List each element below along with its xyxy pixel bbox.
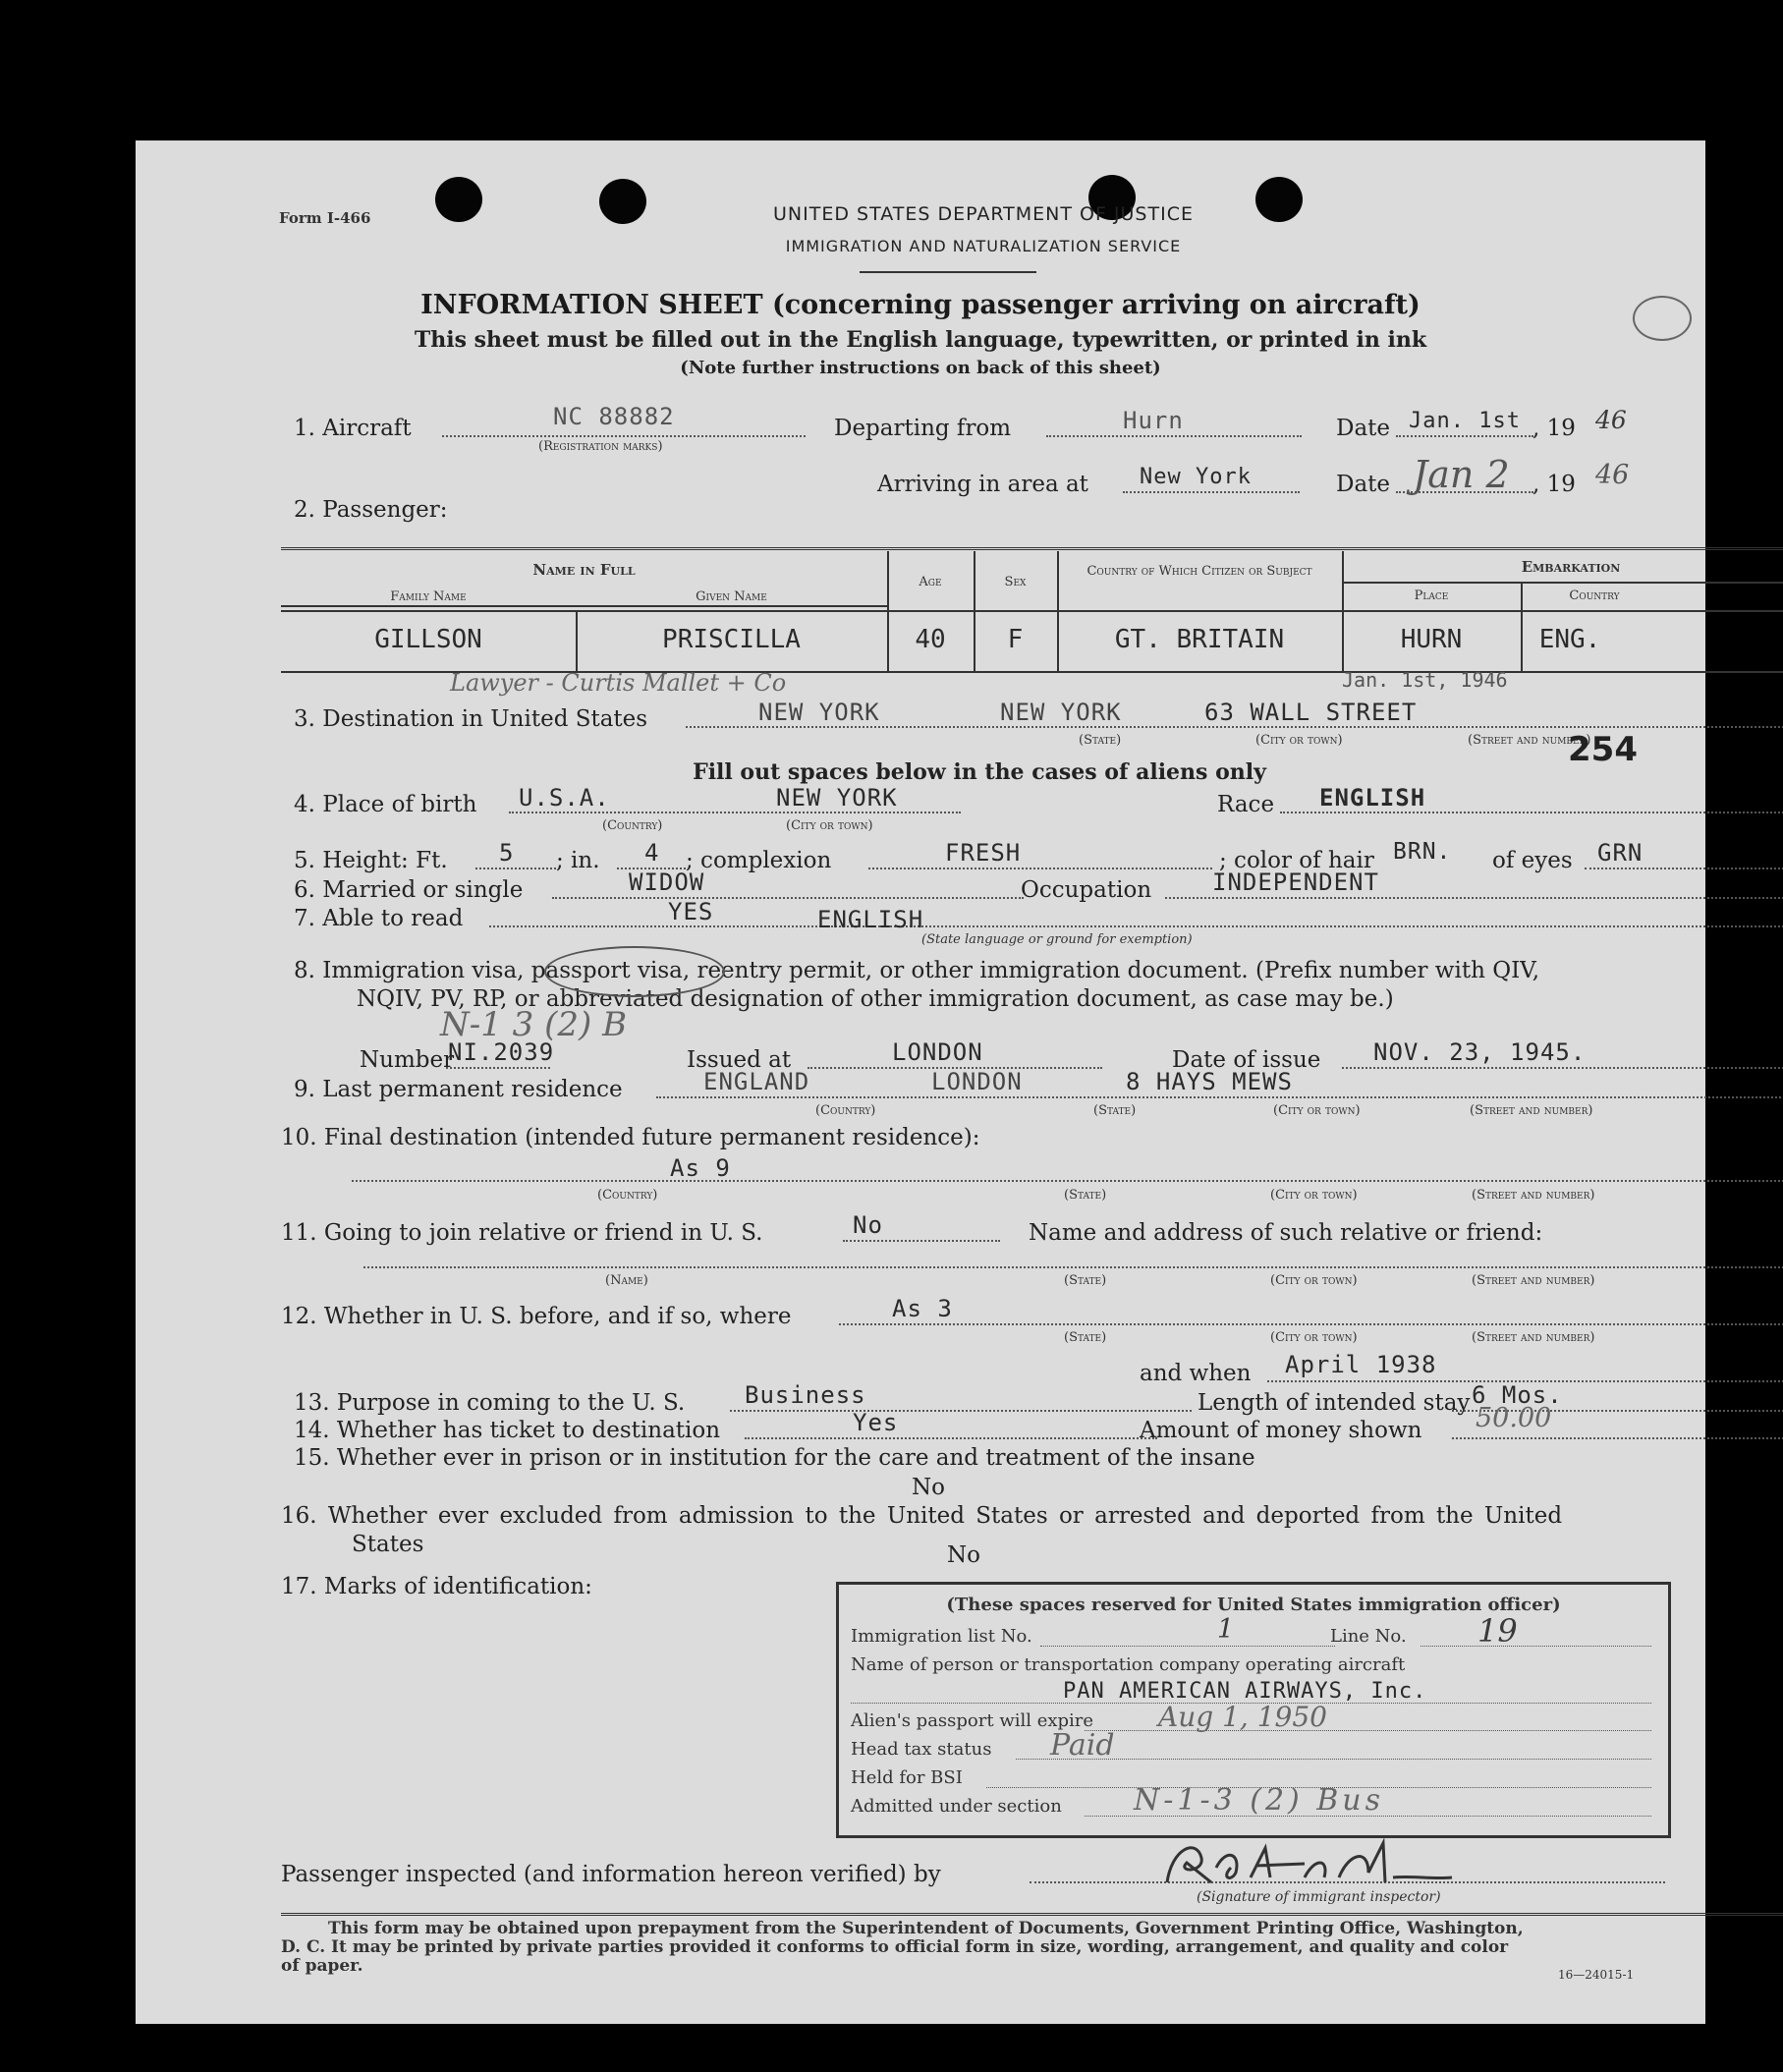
departure-date-line <box>1396 435 1533 437</box>
family-name-value: GILLSON <box>374 625 482 654</box>
marital-line <box>552 897 1024 899</box>
residence-label: 9. Last permanent residence <box>294 1077 623 1102</box>
birthplace-label: 4. Place of birth <box>294 792 477 817</box>
admitted-section-value: N-1-3 (2) Bus <box>1134 1783 1385 1818</box>
list-no-value: 1 <box>1217 1614 1235 1645</box>
residence-state-caption: (State) <box>1093 1103 1137 1118</box>
department-header: UNITED STATES DEPARTMENT OF JUSTICE <box>773 203 1194 225</box>
birthplace-line <box>509 812 961 813</box>
departure-year-value: 46 <box>1595 406 1627 434</box>
feet-line <box>475 868 556 869</box>
visa-number-line <box>446 1067 550 1069</box>
departure-date-value: Jan. 1st <box>1409 409 1521 433</box>
destination-label: 3. Destination in United States <box>294 706 648 732</box>
read-line <box>489 925 1783 927</box>
marital-label: 6. Married or single <box>294 877 524 903</box>
footer-line2: D. C. It may be printed by private parties provided it conforms to official form in size, wording, arrangement, and quality and color <box>281 1937 1509 1957</box>
departing-label: Departing from <box>834 416 1012 441</box>
occupation-label: Occupation <box>1021 877 1152 903</box>
purpose-value: Business <box>745 1381 866 1409</box>
join-relative-value: No <box>853 1211 883 1239</box>
join-relative-line <box>843 1240 1000 1242</box>
previous-state-caption: (State) <box>1064 1330 1107 1345</box>
footer-line1: This form may be obtained upon prepayment from the Superintendent of Documents, Government Printing Office, Washington, <box>328 1919 1524 1938</box>
excluded-label-line1: 16. Whether ever excluded from admission to the United States or arrested and deported from the United <box>281 1503 1563 1529</box>
embark-country-value: ENG. <box>1538 625 1601 654</box>
residence-line <box>656 1096 1783 1098</box>
relative-state-caption: (State) <box>1064 1273 1107 1288</box>
head-tax-value: Paid <box>1050 1728 1115 1763</box>
race-label: Race <box>1217 792 1275 817</box>
birthplace-city-caption: (City or town) <box>786 818 873 833</box>
hair-label: ; color of hair <box>1219 848 1374 873</box>
aircraft-line <box>442 435 806 437</box>
arriving-value: New York <box>1140 465 1252 489</box>
issue-date-value: NOV. 23, 1945. <box>1373 1038 1587 1066</box>
line-no-label: Line No. <box>1330 1626 1407 1647</box>
occupation-value: INDEPENDENT <box>1212 868 1379 896</box>
residence-country-caption: (Country) <box>815 1103 876 1118</box>
eyes-line <box>1585 868 1783 869</box>
visa-handwritten-class: N-1 3 (2) B <box>440 1005 628 1044</box>
service-header: IMMIGRATION AND NATURALIZATION SERVICE <box>785 237 1182 255</box>
join-relative-label: 11. Going to join relative or friend in U. S. <box>281 1220 763 1246</box>
relative-street-caption: (Street and number) <box>1472 1273 1595 1288</box>
read-language: ENGLISH <box>817 906 924 933</box>
stay-label: Length of intended stay <box>1198 1390 1471 1416</box>
final-destination-value: As 9 <box>670 1154 731 1182</box>
form-note: (Note further instructions on back of this sheet) <box>680 358 1161 378</box>
arriving-line <box>1123 491 1300 493</box>
previous-visit-label: 12. Whether in U. S. before, and if so, where <box>281 1304 792 1329</box>
arrival-date-label: Date <box>1336 472 1391 497</box>
signature-caption: (Signature of immigrant inspector) <box>1197 1889 1441 1905</box>
final-destination-label: 10. Final destination (intended future permanent residence): <box>281 1125 980 1150</box>
ticket-value: Yes <box>853 1409 899 1436</box>
excluded-label-line2: States <box>352 1532 424 1557</box>
residence-city-caption: (City or town) <box>1273 1103 1361 1118</box>
official-use-box <box>836 1582 1671 1838</box>
prison-label: 15. Whether ever in prison or in institution for the care and treatment of the insane <box>294 1445 1255 1471</box>
footer-code: 16—24015-1 <box>1558 1968 1635 1982</box>
age-value: 40 <box>915 625 946 654</box>
departure-year-prefix: , 19 <box>1532 416 1576 441</box>
previous-when-label: and when <box>1140 1361 1252 1386</box>
final-destination-line <box>352 1180 1783 1182</box>
footer-line3: of paper. <box>281 1956 363 1976</box>
marks-label: 17. Marks of identification: <box>281 1574 592 1599</box>
country-value: GT. BRITAIN <box>1114 625 1285 654</box>
birthplace-city: NEW YORK <box>776 784 898 812</box>
relative-address-label: Name and address of such relative or friend: <box>1029 1220 1543 1246</box>
residence-state: LONDON <box>931 1068 1023 1095</box>
residence-street-caption: (Street and number) <box>1470 1103 1593 1118</box>
aircraft-value: NC 88882 <box>553 403 675 430</box>
previous-when-value: April 1938 <box>1285 1351 1437 1378</box>
line-no-value: 19 <box>1477 1612 1518 1650</box>
visa-label-line1: 8. Immigration visa, passport visa, reentry permit, or other immigration document. (Prefix number with QIV, <box>294 958 1540 983</box>
passport-expire-label: Alien's passport will expire <box>851 1710 1094 1731</box>
aircraft-label: 1. Aircraft <box>294 416 412 441</box>
read-caption: (State language or ground for exemption) <box>921 932 1193 947</box>
issue-date-label: Date of issue <box>1172 1047 1321 1073</box>
previous-visit-line <box>839 1323 1783 1325</box>
bsi-label: Held for BSI <box>851 1767 963 1788</box>
departing-line <box>1046 435 1302 437</box>
hair-value: BRN. <box>1393 839 1452 865</box>
destination-city-caption: (City or town) <box>1255 733 1343 748</box>
final-city-caption: (City or town) <box>1270 1188 1358 1203</box>
previous-city-caption: (City or town) <box>1270 1330 1358 1345</box>
relative-city-caption: (City or town) <box>1270 1273 1358 1288</box>
name-in-full-header: Name in Full <box>532 561 636 579</box>
prison-value: No <box>912 1475 945 1500</box>
destination-city: NEW YORK <box>1000 699 1122 726</box>
arrival-date-value: Jan 2 <box>1413 453 1510 496</box>
given-name-value: PRISCILLA <box>662 625 801 654</box>
purpose-line <box>730 1410 1192 1412</box>
visa-label-line2: NQIV, PV, RP, or abbreviated designation of other immigration document, as case may be.) <box>357 986 1394 1012</box>
visa-number-label: Number <box>360 1047 455 1073</box>
stay-value: 6 Mos. <box>1472 1381 1563 1409</box>
given-name-header: Given Name <box>696 589 767 604</box>
sex-value: F <box>1007 625 1024 654</box>
embark-place-value: HURN <box>1400 625 1463 654</box>
previous-visit-value: As 3 <box>892 1295 953 1322</box>
complexion-line <box>868 868 1212 869</box>
form-sheet <box>136 140 1705 2024</box>
aircraft-caption: (Registration marks) <box>538 439 663 454</box>
race-line <box>1280 812 1783 813</box>
money-value: 50.00 <box>1476 1403 1552 1433</box>
marital-value: WIDOW <box>629 868 705 896</box>
money-label: Amount of money shown <box>1140 1418 1422 1443</box>
admitted-section-label: Admitted under section <box>851 1796 1062 1817</box>
relative-address-line <box>363 1266 1783 1268</box>
inspector-signature <box>1157 1828 1472 1897</box>
issued-at-value: LONDON <box>892 1038 983 1066</box>
list-no-line <box>1040 1646 1335 1647</box>
departure-date-label: Date <box>1336 416 1391 441</box>
destination-state-caption: (State) <box>1079 733 1122 748</box>
occupation-line <box>1165 897 1783 899</box>
residence-country: ENGLAND <box>703 1068 810 1095</box>
sex-header: Sex <box>1004 575 1027 589</box>
form-title: INFORMATION SHEET (concerning passenger arriving on aircraft) <box>420 290 1421 320</box>
destination-line <box>686 726 1783 728</box>
aliens-heading: Fill out spaces below in the cases of aliens only <box>693 759 1266 785</box>
issued-at-label: Issued at <box>687 1047 792 1073</box>
final-street-caption: (Street and number) <box>1472 1188 1595 1203</box>
operator-label: Name of person or transportation company operating aircraft <box>851 1654 1406 1675</box>
departing-value: Hurn <box>1123 407 1184 434</box>
embark-country-header: Country <box>1569 588 1620 603</box>
arrival-year-prefix: , 19 <box>1532 472 1576 497</box>
inches-label: ; in. <box>556 848 600 873</box>
final-state-caption: (State) <box>1064 1188 1107 1203</box>
handwritten-note: Lawyer - Curtis Mallet + Co <box>450 669 787 697</box>
age-header: Age <box>919 575 942 589</box>
embark-date-value: Jan. 1st, 1946 <box>1342 668 1508 692</box>
birthplace-country-caption: (Country) <box>602 818 663 833</box>
race-value: ENGLISH <box>1319 784 1426 812</box>
purpose-label: 13. Purpose in coming to the U. S. <box>294 1390 686 1416</box>
issue-date-line <box>1342 1067 1783 1069</box>
passport-visa-circle <box>544 946 725 997</box>
money-line <box>1452 1437 1783 1439</box>
complexion-label: ; complexion <box>686 848 832 873</box>
form-instruction: This sheet must be filled out in the English language, typewritten, or printed in ink <box>414 327 1427 353</box>
read-value: YES <box>668 898 714 925</box>
height-feet: 5 <box>499 839 515 867</box>
birthplace-country: U.S.A. <box>519 784 610 812</box>
final-country-caption: (Country) <box>597 1188 658 1203</box>
excluded-value: No <box>947 1542 980 1568</box>
inspected-label: Passenger inspected (and information hereon verified) by <box>281 1862 941 1887</box>
destination-street: 63 WALL STREET <box>1204 699 1418 726</box>
complexion-value: FRESH <box>945 839 1022 867</box>
ticket-line <box>745 1437 1157 1439</box>
form-number: Form I-466 <box>279 209 371 227</box>
embarkation-header: Embarkation <box>1521 558 1621 576</box>
visa-number-value: NI.2039 <box>448 1038 555 1066</box>
passport-expire-value: Aug 1, 1950 <box>1158 1701 1327 1733</box>
head-tax-label: Head tax status <box>851 1739 992 1760</box>
embark-place-header: Place <box>1414 588 1449 603</box>
official-box-heading: (These spaces reserved for United States immigration officer) <box>946 1595 1561 1615</box>
eyes-value: GRN <box>1597 839 1644 867</box>
list-no-label: Immigration list No. <box>851 1626 1032 1647</box>
operator-value: PAN AMERICAN AIRWAYS, Inc. <box>1063 1679 1427 1704</box>
arriving-label: Arriving in area at <box>877 472 1088 497</box>
passenger-label: 2. Passenger: <box>294 497 448 523</box>
footer-rule <box>281 1913 1783 1916</box>
destination-street-caption: (Street and number) <box>1468 733 1591 748</box>
header-rule <box>860 271 1036 273</box>
line-no-line <box>1421 1646 1651 1647</box>
eyes-label: of eyes <box>1492 848 1573 873</box>
height-label: 5. Height: Ft. <box>294 848 448 873</box>
destination-state: NEW YORK <box>758 699 880 726</box>
height-inches: 4 <box>644 839 660 867</box>
arrival-year-value: 46 <box>1595 460 1630 490</box>
family-name-header: Family Name <box>390 589 467 604</box>
stamp-number: 254 <box>1568 730 1638 769</box>
relative-name-caption: (Name) <box>605 1273 648 1288</box>
ticket-label: 14. Whether has ticket to destination <box>294 1418 721 1443</box>
previous-street-caption: (Street and number) <box>1472 1330 1595 1345</box>
read-label: 7. Able to read <box>294 906 464 931</box>
country-header: Country of Which Citizen or Subject <box>1087 564 1312 579</box>
residence-street: 8 HAYS MEWS <box>1126 1068 1293 1095</box>
